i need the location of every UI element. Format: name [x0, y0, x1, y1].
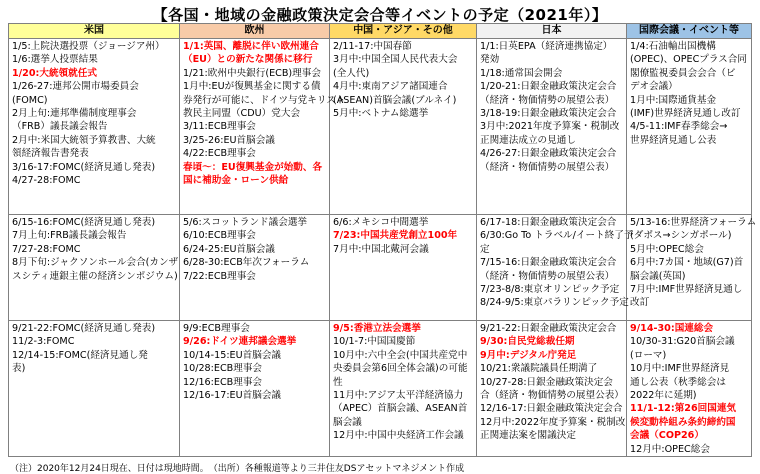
highlight-event-line: 1/1:英国、離脱に伴い欧州連合 — [183, 41, 319, 52]
event-line: 10/30-31:G20首脳会議 — [630, 336, 735, 348]
highlight-event-line: 1/20:大統領就任式 — [12, 67, 97, 79]
event-line: 6/10:ECB理事会 — [183, 230, 256, 242]
highlight-event-line: 国に補助金・ローン供給 — [183, 175, 289, 187]
event-line: 10/21:衆議院議員任期満了 — [480, 363, 598, 375]
event-line: 1/1:日英EPA（経済連携協定） — [480, 41, 613, 52]
event-line: 領経済報告書発表 — [12, 148, 89, 160]
highlight-event-line: 7/23:中国共産党創立100年 — [333, 230, 458, 242]
event-line: 2月中:米国大統領予算教書、大統 — [12, 134, 156, 146]
event-line: （経済・物価情勢の展望公表） — [480, 161, 615, 173]
cell-europe — [180, 39, 346, 215]
event-line: 5/6:スコットランド議会選挙 — [183, 217, 308, 228]
cell-intl — [627, 39, 752, 215]
event-line: (FOMC) — [12, 94, 48, 106]
event-line: 正関連法案を閣議決定 — [480, 430, 576, 442]
event-line: 脳会議 — [333, 416, 362, 428]
cell-europe — [180, 215, 330, 321]
event-line: 表) — [12, 363, 26, 375]
event-line: 6/24-25:EU首脳会議 — [183, 243, 275, 255]
event-line: 10月中:IMF世界経済見 — [630, 363, 730, 375]
event-line: 脳会議(英国) — [630, 270, 686, 282]
event-line: 定 — [480, 243, 490, 255]
event-line: (IMF)世界経済見通し改訂 — [630, 108, 741, 120]
event-line: (OPEC)、OPECプラス合同 — [630, 54, 747, 66]
highlight-event-line: 候変動枠組み条約締約国 — [630, 416, 736, 428]
event-line: 3月中:中国全国人民代表大会 — [333, 54, 458, 66]
event-line: 7月中:IMF世界経済見通し — [630, 284, 743, 296]
highlight-event-line: 会議（COP26） — [630, 430, 704, 442]
event-line: (ローマ) — [630, 349, 667, 361]
event-line: 券発行が可能に、ドイツ与党キリスト — [183, 94, 346, 106]
event-line: 1/6:選挙人投票結果 — [12, 54, 98, 66]
event-line: 1/21:欧州中央銀行(ECB)理事会 — [183, 67, 321, 79]
event-line: 12月中:中国中央経済工作会議 — [333, 430, 464, 442]
event-line: 1月中:EUが復興基金に関する債 — [183, 81, 321, 93]
highlight-event-line: 9月中:デジタル庁発足 — [480, 349, 577, 361]
event-line: 正関連法成立の見通し — [480, 134, 576, 146]
column-header-us: 米国 — [9, 24, 180, 39]
schedule-row — [9, 39, 752, 215]
column-header-asia: 中国・アジア・その他 — [330, 24, 477, 39]
highlight-event-line: 9/26:ドイツ連邦議会選挙 — [183, 336, 297, 348]
event-line: 8月下旬:ジャクソンホール会合(カンザ — [12, 257, 179, 269]
event-line: 7/22:ECB理事会 — [183, 270, 256, 282]
event-line: 1/26-27:連邦公開市場委員会 — [12, 81, 139, 93]
event-line: 12/16:ECB理事会 — [183, 376, 263, 388]
event-line: 4/22:ECB理事会 — [183, 148, 256, 160]
event-line: 通し公表（秋季総会は — [630, 376, 726, 388]
event-line: 7月中:中国北戴河会議 — [333, 243, 429, 255]
event-line: 6/17-18:日銀金融政策決定会合 — [480, 217, 617, 228]
column-header-japan: 日本 — [477, 24, 627, 39]
event-line: 7/15-16:日銀金融政策決定会合 — [480, 257, 617, 269]
event-schedule-table — [8, 23, 757, 457]
event-line: （経済・物価情勢の展望公表） — [480, 94, 615, 106]
event-line: (ダボス→シンガポール) — [630, 230, 732, 242]
event-line: 6/15-16:FOMC(経済見通し発表) — [12, 217, 156, 228]
cell-asia — [330, 39, 477, 215]
event-line: 12/16-17:日銀金融政策決定会合 — [480, 403, 623, 415]
event-line: 5月中:ベトナム総選挙 — [333, 108, 429, 120]
event-line: （APEC）首脳会議、ASEAN首 — [333, 403, 468, 415]
highlight-event-line: 11/1-12:第26回国連気 — [630, 403, 737, 415]
cell-asia — [330, 321, 477, 457]
event-line: 3月中:2021年度予算案・税制改 — [480, 121, 620, 133]
event-line: （経済・物価情勢の展望公表） — [480, 270, 615, 282]
highlight-event-line: 9/14-30:国連総会 — [630, 323, 714, 334]
event-line: 世界経済見通し公表 — [630, 134, 717, 146]
event-line: (ASEAN)首脳会議(ブルネイ) — [333, 94, 457, 106]
cell-us — [9, 39, 180, 215]
event-line: 4/27-28:FOMC — [12, 175, 81, 187]
cell-us — [9, 215, 180, 321]
header-row — [9, 24, 752, 39]
event-line: 12月中:2022年度予算案・税制改 — [480, 416, 626, 428]
event-line: 11月中:アジア太平洋経済協力 — [333, 390, 464, 402]
event-line: 9/21-22:FOMC(経済見通し発表) — [12, 323, 156, 334]
event-line: 12/14-15:FOMC(経済見通し発 — [12, 349, 148, 361]
event-line: 1/4:石油輸出国機構 — [630, 41, 716, 52]
event-line: 6月中:7カ国・地域(G7)首 — [630, 257, 744, 269]
event-line: 7月上旬:FRB議長議会報告 — [12, 230, 127, 242]
event-line: 1/20-21:日銀金融政策決定会合 — [480, 81, 617, 93]
event-line: 改訂 — [630, 297, 650, 309]
event-line: スシティ連銀主催の経済シンポジウム) — [12, 270, 178, 282]
schedule-row — [9, 321, 752, 457]
schedule-row — [9, 215, 752, 321]
event-line: 6/30:Go To トラベル/イート終了予 — [480, 230, 634, 242]
event-line: （FRB）議長議会報告 — [12, 121, 108, 133]
cell-japan — [477, 321, 627, 457]
page-title: 【各国・地域の金融政策決定会合等イベントの予定（2021年）】 — [152, 6, 608, 24]
event-line: 閣僚監視委員会会合（ビ — [630, 67, 736, 79]
event-line: 3/11:ECB理事会 — [183, 121, 256, 133]
event-line: 8/24-9/5:東京パラリンピック予定 — [480, 297, 629, 309]
event-line: 3/18-19:日銀金融政策決定会合 — [480, 108, 617, 120]
event-line: 10/14-15:EU首脳会議 — [183, 349, 282, 361]
event-line: 性 — [333, 376, 343, 388]
event-line: 4月中:東南アジア諸国連合 — [333, 81, 448, 93]
event-line: 1月中:国際通貨基金 — [630, 94, 717, 106]
event-line: 9/21-22:日銀金融政策決定会合 — [480, 323, 617, 334]
event-line: デオ会議） — [630, 81, 678, 93]
event-line: 10/1-7:中国国慶節 — [333, 336, 416, 348]
event-line: 1/5:上院決選投票（ジョージア州） — [12, 41, 165, 52]
cell-asia — [330, 215, 477, 321]
event-line: 3/16-17:FOMC(経済見通し発表) — [12, 161, 156, 173]
event-line: 合（経済・物価情勢の展望公表） — [480, 390, 624, 402]
cell-japan — [477, 39, 627, 215]
event-line: 6/28-30:ECB年次フォーラム — [183, 257, 310, 269]
event-line: 4/26-27:日銀金融政策決定会合 — [480, 148, 617, 160]
event-line: 5/13-16:世界経済フォーラム — [630, 217, 757, 228]
event-line: 12/16-17:EU首脳会議 — [183, 390, 282, 402]
event-line: 2/11-17:中国春節 — [333, 41, 412, 52]
highlight-event-line: （EU）との新たな関係に移行 — [183, 54, 313, 66]
event-line: 5月中:OPEC総会 — [630, 243, 704, 255]
event-line: 6/6:メキシコ中間選挙 — [333, 217, 429, 228]
event-line: 10/28:ECB理事会 — [183, 363, 263, 375]
event-line: 発効 — [480, 54, 500, 66]
highlight-event-line: 9/30:自民党総裁任期 — [480, 336, 575, 348]
event-line: 教民主同盟（CDU）党大会 — [183, 108, 301, 120]
event-line: 9/9:ECB理事会 — [183, 323, 250, 334]
event-line: 11/2-3:FOMC — [12, 336, 75, 348]
cell-us — [9, 321, 180, 457]
event-line: 4/5-11:IMF春季総会→ — [630, 121, 728, 133]
cell-intl — [627, 321, 752, 457]
column-header-intl: 国際会議・イベント等 — [627, 24, 752, 39]
event-line: 3/25-26:EU首脳会議 — [183, 134, 275, 146]
event-line: 2月上旬:連邦準備制度理事会 — [12, 108, 137, 120]
footnote: （注）2020年12月24日現在、日付は現地時間。 （出所）各種報道等より三井住友DSアセットマネジメント作成 — [10, 464, 465, 474]
cell-intl — [627, 215, 757, 321]
event-line: 10月中:六中全会(中国共産党中 — [333, 349, 468, 361]
cell-europe — [180, 321, 330, 457]
highlight-event-line: 春頃～：EU復興基金が始動、各 — [183, 161, 323, 173]
event-line: (全人代) — [333, 67, 370, 79]
event-line: 12月中:OPEC総会 — [630, 443, 710, 455]
event-line: 7/27-28:FOMC — [12, 243, 81, 255]
highlight-event-line: 9/5:香港立法会選挙 — [333, 323, 421, 334]
event-line: 2022年に延期) — [630, 390, 697, 402]
column-header-europe: 欧州 — [180, 24, 330, 39]
event-line: 1/18:通常国会開会 — [480, 67, 563, 79]
cell-japan — [477, 215, 634, 321]
event-line: 10/27-28:日銀金融政策決定会 — [480, 376, 613, 388]
event-line: 7/23-8/8:東京オリンピック予定 — [480, 284, 620, 296]
event-line: 央委員会第6回全体会議)の可能 — [333, 363, 468, 375]
